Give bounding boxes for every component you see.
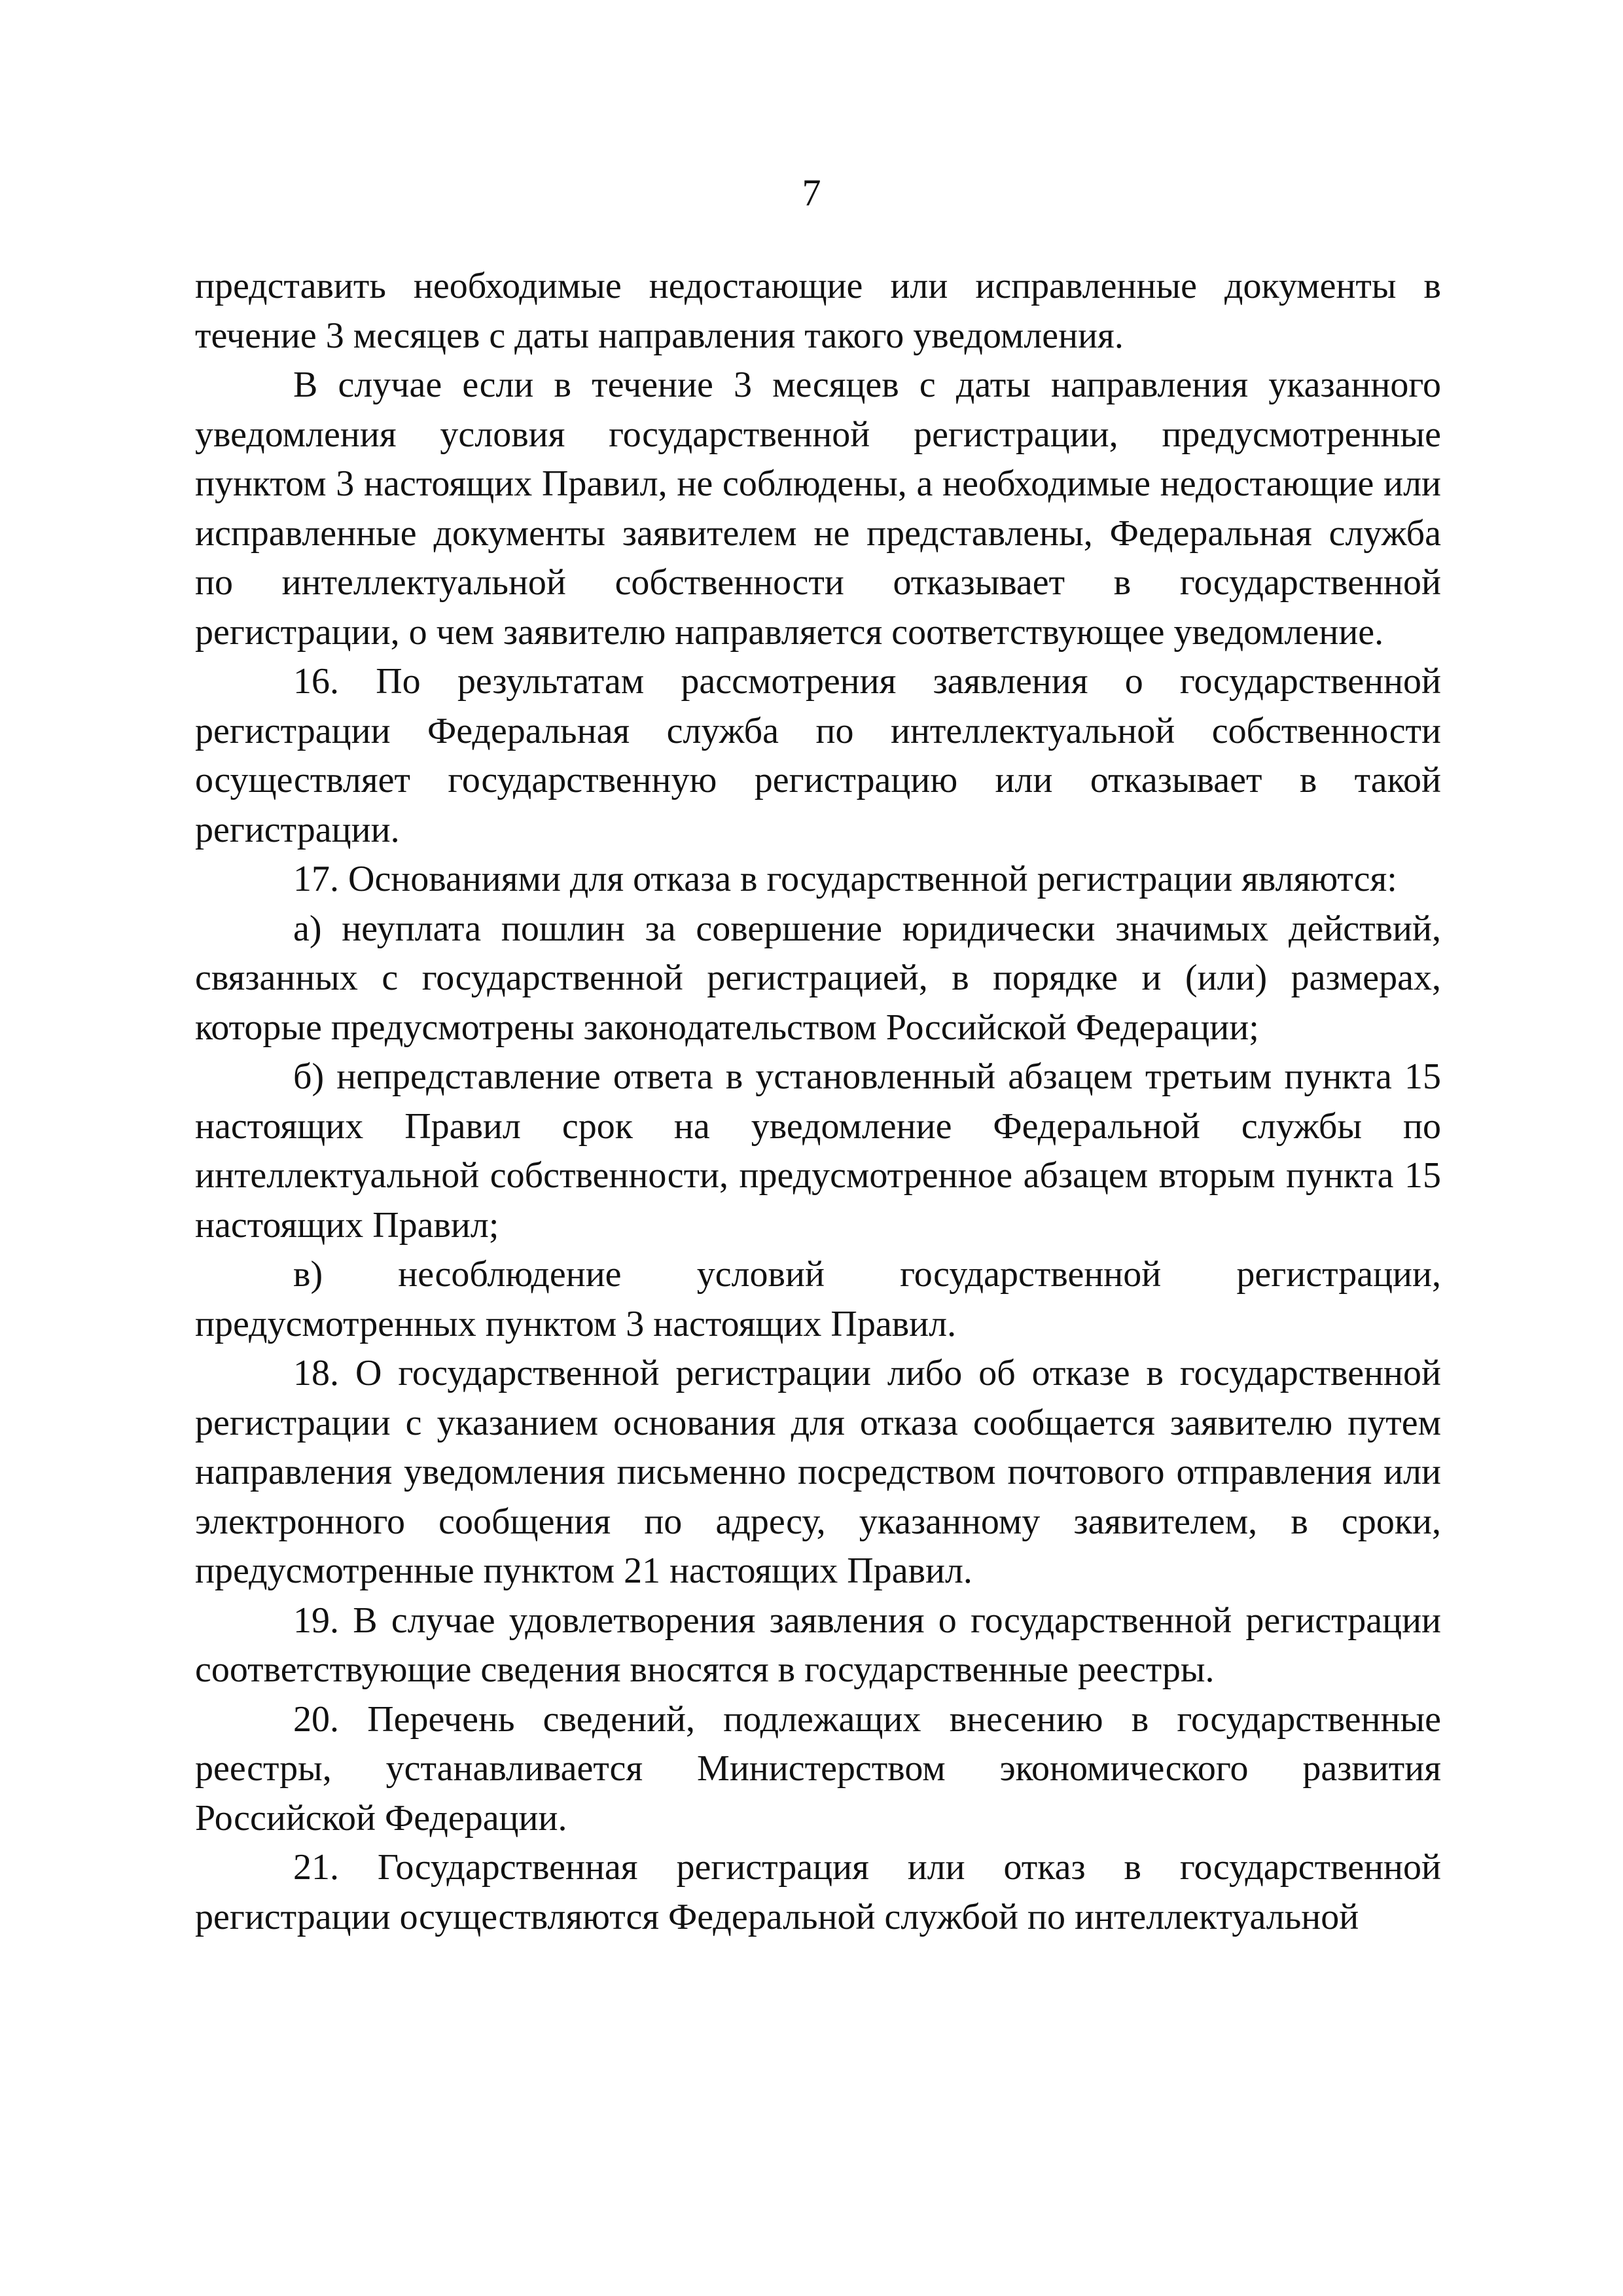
paragraph-20: 20. Перечень сведений, подлежащих внесению в государственные реестры, устанавливается Министерством экономического развития Российской Федерации. xyxy=(195,1698,1441,1839)
paragraph-continuation: представить необходимые недостающие или исправленные документы в течение 3 месяцев с даты направления такого уведомления. xyxy=(195,266,1441,356)
paragraph-16: 16. По результатам рассмотрения заявления о государственной регистрации Федеральная служба по интеллектуальной собственности осуществляет государственную регистрацию или отказывает в такой регистрации. xyxy=(195,661,1441,850)
paragraph-21: 21. Государственная регистрация или отказ в государственной регистрации осуществляются Федеральной службой по интеллектуальной xyxy=(195,1847,1441,1937)
paragraph-17-a: а) неуплата пошлин за совершение юридически значимых действий, связанных с государственной регистрацией, в порядке и (или) размерах, которые предусмотрены законодательством Российской Федерации; xyxy=(195,908,1441,1048)
paragraph-17-b: б) непредставление ответа в установленный абзацем третьим пункта 15 настоящих Правил срок на уведомление Федеральной службы по интеллектуальной собственности, предусмотренное абзацем вторым пункта 15 настоящих Правил; xyxy=(195,1056,1441,1246)
document-body xyxy=(195,262,1441,1942)
page-number: 7 xyxy=(802,171,821,214)
paragraph-19: 19. В случае удовлетворения заявления о государственной регистрации соответствующие сведения вносятся в государственные реестры. xyxy=(195,1600,1441,1690)
paragraph-17: 17. Основаниями для отказа в государственной регистрации являются: xyxy=(293,859,1397,899)
paragraph-17-v: в) несоблюдение условий государственной регистрации, предусмотренных пунктом 3 настоящих Правил. xyxy=(195,1254,1441,1344)
paragraph-15-refusal: В случае если в течение 3 месяцев с даты направления указанного уведомления условия государственной регистрации, предусмотренные пунктом 3 настоящих Правил, не соблюдены, а необходимые недостающие или исправленные документы заявителем не представлены, Федеральная служба по интеллектуальной собственности отказывает в государственной регистрации, о чем заявителю направляется соответствующее уведомление. xyxy=(195,365,1441,653)
paragraph-18: 18. О государственной регистрации либо об отказе в государственной регистрации с указанием основания для отказа сообщается заявителю путем направления уведомления письменно посредством почтового отправления или электронного сообщения по адресу, указанному заявителем, в сроки, предусмотренные пунктом 21 настоящих Правил. xyxy=(195,1353,1441,1591)
